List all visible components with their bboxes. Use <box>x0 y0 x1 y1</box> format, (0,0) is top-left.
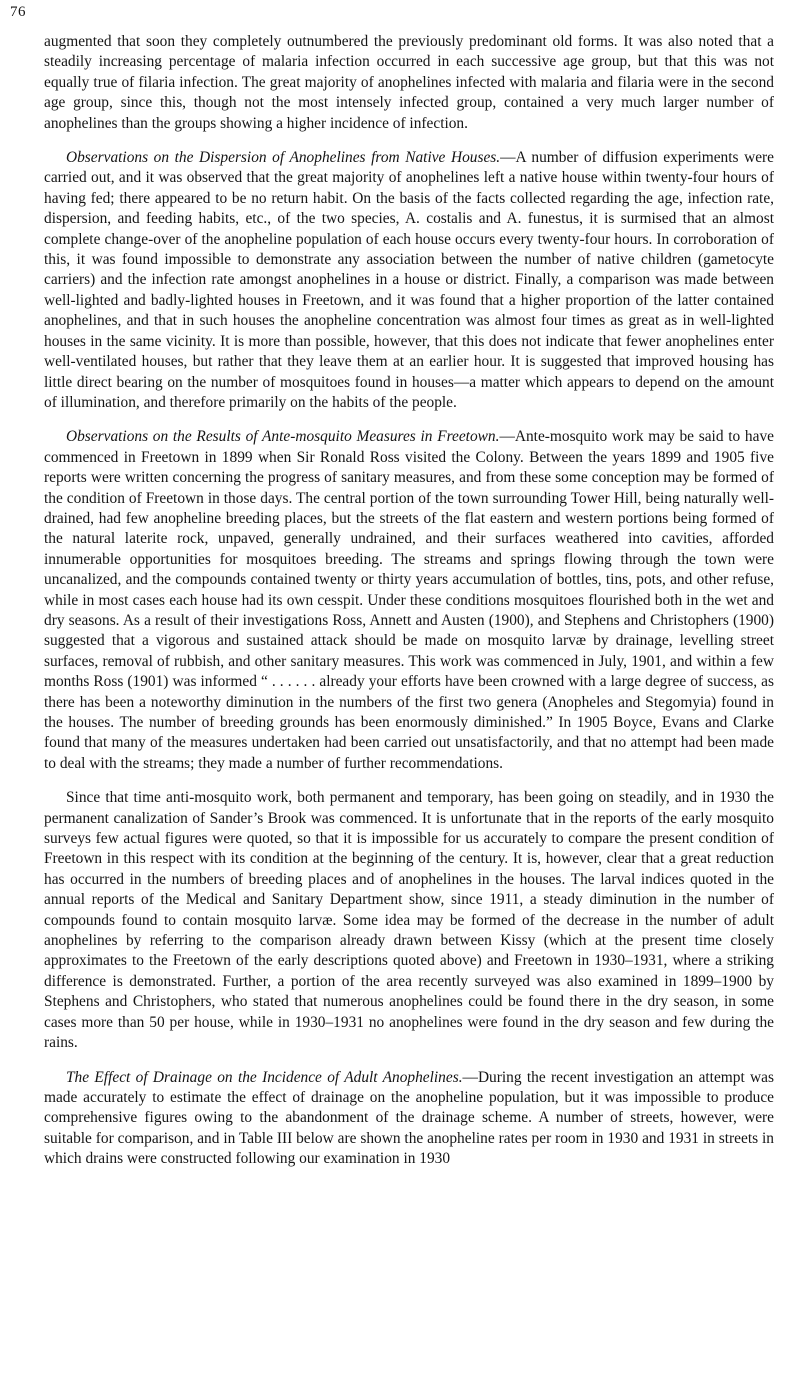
paragraph-since-that-time <box>44 788 774 1053</box>
paragraph-text: augmented that soon they completely outnumbered the previously predominant old forms. It was also noted that a steadily increasing percentage of malaria infection occurred in each successive age group, but that this was not equally true of filaria infection. The great majority of anophelines infected with malaria and filaria were in the second age group, since this, though not the most intensely infected group, contained a very much larger number of anophelines than the groups showing a higher incidence of infection. <box>44 33 774 132</box>
section-heading: The Effect of Drainage on the Incidence of Adult Anophelines. <box>66 1068 463 1086</box>
paragraph-drainage <box>44 1068 774 1170</box>
paragraph-ante-mosquito <box>44 427 774 774</box>
paragraph-text: —Ante-mosquito work may be said to have commenced in Freetown in 1899 when Sir Ronald Ross visited the Colony. Between the years 1899 and 1905 five reports were written concerning the progress of sanitary measures, and from these some conception may be formed of the condition of Freetown in those days. The central portion of the town surrounding Tower Hill, being naturally well-drained, had few anopheline breeding places, but the streets of the flat eastern and western portions being formed of the natural laterite rock, unpaved, generally undrained, and their surfaces weathered into cavities, afforded innumerable opportunities for mosquitoes breeding. The streams and springs flowing through the town were uncanalized, and the compounds contained twenty or thirty years accumulation of bottles, tins, pots, and other refuse, while in most cases each house had its own cesspit. Under these conditions mosquitoes flourished both in the wet and dry seasons. As a result of their investigations Ross, Annett and Austen (1900), and Stephens and Christophers (1900) suggested that a vigorous and sustained attack should be made on mosquito larvæ by drainage, levelling street surfaces, removal of rubbish, and other sanitary measures. This work was commenced in July, 1901, and within a few months Ross (1901) was informed “ . . . . . . already your efforts have been crowned with a large degree of success, as there has been a noteworthy diminution in the numbers of the first two genera (Anopheles and Stegomyia) found in the houses. The number of breeding grounds has been enormously diminished.” In 1905 Boyce, Evans and Clarke found that many of the measures undertaken had been carried out unsatisfactorily, and that no attempt had been made to deal with the streams; they made a number of further recommendations. <box>44 428 774 772</box>
page-number: 76 <box>10 4 26 20</box>
body-text <box>44 32 774 1170</box>
paragraph-text: Since that time anti-mosquito work, both permanent and temporary, has been going on steadily, and in 1930 the permanent canalization of Sander’s Brook was commenced. It is unfortunate that in the reports of the early mosquito surveys few actual figures were quoted, so that it is impossible for us accurately to compare the present condition of Freetown in this respect with its condition at the beginning of the century. It is, however, clear that a great reduction has occurred in the numbers of breeding places and of anophelines in the houses. The larval indices quoted in the annual reports of the Medical and Sanitary Department show, since 1911, a steady diminution in the number of compounds found to contain mosquito larvæ. Some idea may be formed of the decrease in the number of adult anophelines by referring to the comparison already drawn between Kissy (which at the present time closely approximates to the Freetown of the early descriptions quoted above) and Freetown in 1930–1931, where a striking difference is demonstrated. Further, a portion of the area recently surveyed was also examined in 1899–1900 by Stephens and Christophers, who stated that numerous anophelines could be found there in the dry season, in some cases more than 50 per house, while in 1930–1931 no anophelines were found in the dry season and few during the rains. <box>44 789 774 1052</box>
section-heading: Observations on the Results of Ante-mosquito Measures in Freetown. <box>66 428 500 446</box>
paragraph-text: —During the recent investigation an attempt was made accurately to estimate the effect of drainage on the anopheline population, but it was impossible to produce comprehensive figures owing to the abandonment of the drainage scheme. A number of streets, however, were suitable for comparison, and in Table III below are shown the anopheline rates per room in 1930 and 1931 in streets in which drains were constructed following our examination in 1930 <box>44 1068 774 1168</box>
paragraph-continuation <box>44 32 774 134</box>
section-heading: Observations on the Dispersion of Anophelines from Native Houses. <box>66 149 501 167</box>
paragraph-dispersion <box>44 148 774 413</box>
paragraph-text: —A number of diffusion experiments were carried out, and it was observed that the great majority of anophelines left a native house within twenty-four hours of having fed; there appeared to be no return habit. On the basis of the facts collected regarding the age, infection rate, dispersion, and feeding habits, etc., of the two species, A. costalis and A. funestus, it is surmised that an almost complete change-over of the anopheline population of each house occurs every twenty-four hours. In corroboration of this, it was found impossible to demonstrate any association between the number of native children (gametocyte carriers) and the infection rate amongst anophelines in a house or district. Finally, a comparison was made between well-lighted and badly-lighted houses in Freetown, and it was found that a higher proportion of the latter contained anophelines, and that in such houses the anopheline concentration was almost four times as great as in well-lighted houses in the same vicinity. It is more than possible, however, that this does not indicate that fewer anophelines enter well-ventilated houses, but rather that they leave them at an earlier hour. It is suggested that improved housing has little direct bearing on the number of mosquitoes found in houses—a matter which appears to depend on the amount of illumination, and therefore primarily on the habits of the people. <box>44 149 774 411</box>
